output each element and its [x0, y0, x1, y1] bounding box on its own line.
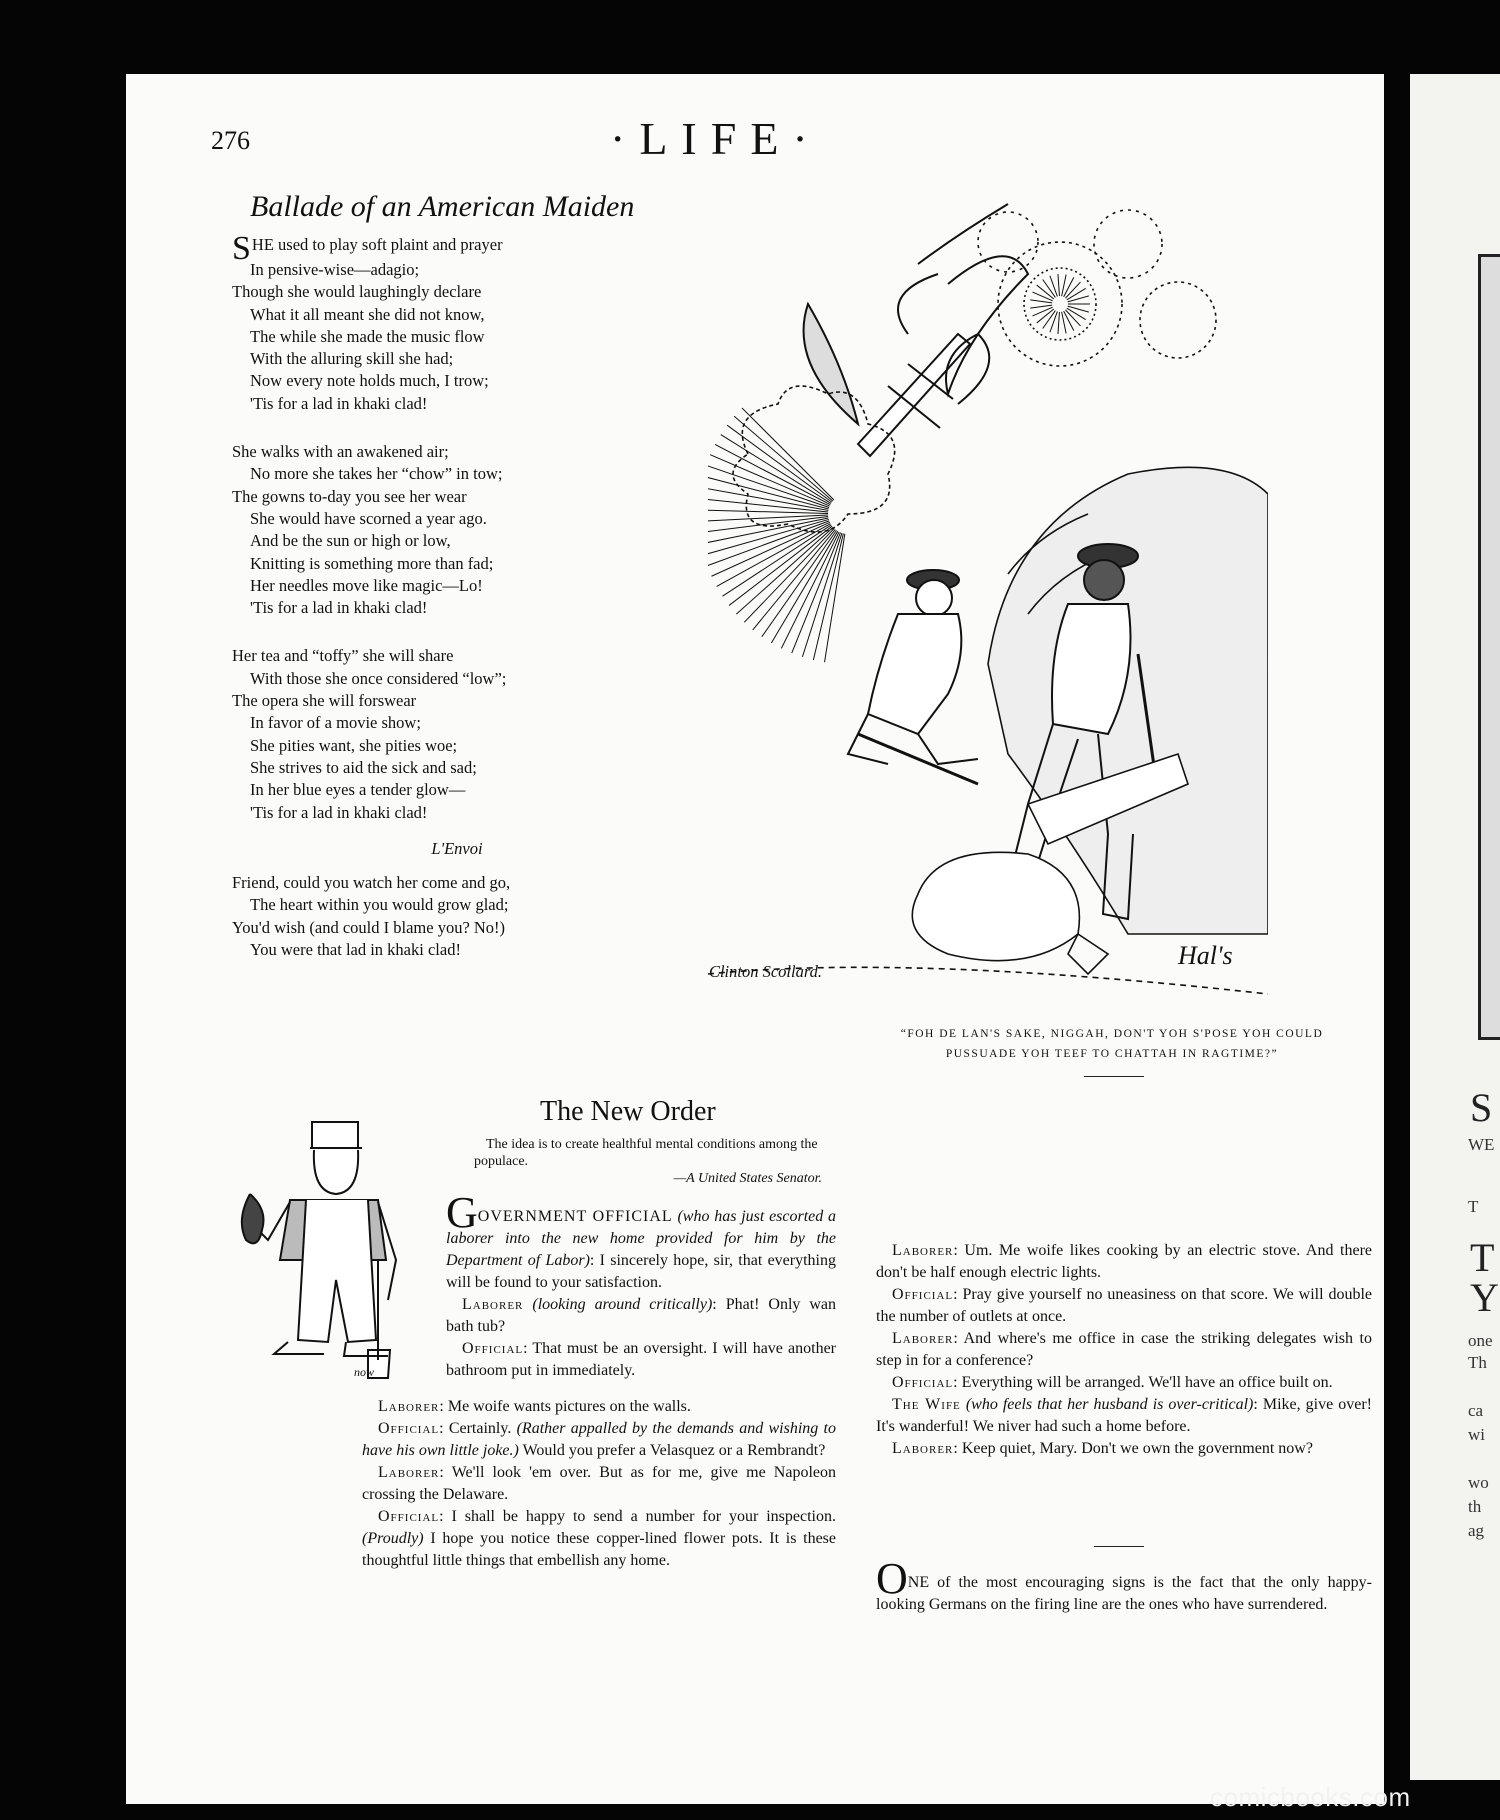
- article-paragraph: Official: Certainly. (Rather appalled by the demands and wishing to have his own little joke.) Would you prefer a Velasquez or a Rembrandt?: [362, 1420, 837, 1459]
- poem-line: SHE used to play soft plaint and prayer: [232, 230, 503, 267]
- ray-line: [744, 528, 834, 622]
- article-column-right: [876, 1240, 1372, 1460]
- ray-line: [721, 435, 831, 504]
- ray-line: [1032, 292, 1052, 301]
- ray-line: [708, 476, 829, 509]
- adjacent-page: [1410, 74, 1500, 1780]
- caption-line: PUSSUADE YOH TEEF TO CHATTAH IN RAGTIME?”: [945, 1048, 1279, 1060]
- article-paragraph: GOVERNMENT OFFICIAL (who has just escorted a laborer into the new home provided for him by the Department of Labor): I sincerely hope, sir, that everything will be found to your satisfaction.: [446, 1188, 837, 1291]
- article-paragraph: Official: That must be an oversight. I will have another bathroom put in immediately.: [446, 1340, 836, 1379]
- adjacent-fragment: WE: [1468, 1135, 1495, 1154]
- adjacent-fragment: ag: [1468, 1521, 1485, 1540]
- ray-line: [1050, 276, 1057, 297]
- trench-cartoon-illustration: [708, 194, 1268, 1010]
- poem-line: Though she would laughingly declare: [232, 282, 482, 302]
- adjacent-fragment: Th: [1468, 1353, 1487, 1372]
- figure-signature: now: [354, 1365, 375, 1379]
- adjacent-fragment: th: [1468, 1497, 1482, 1516]
- poem-line: The opera she will forswear: [232, 691, 417, 711]
- ray-line: [710, 455, 829, 506]
- cartoon-caption: [852, 1024, 1372, 1064]
- poem-line: She would have scorned a year ago.: [250, 508, 487, 528]
- divider-rule: [1084, 1076, 1144, 1077]
- epigraph: [474, 1136, 834, 1187]
- masthead: ·LIFE·: [610, 113, 822, 164]
- ray-line: [1030, 305, 1052, 308]
- article-paragraph: Official: I shall be happy to send a number for your inspection. (Proudly) I hope you notice these copper-lined flower pots. It is these thoughtful little things that embellish any home.: [362, 1508, 836, 1569]
- ray-line: [736, 527, 833, 614]
- article-paragraph: The Wife (who feels that her husband is over-critical): Mike, give over! It's wanderful! We niver had such a home before.: [876, 1396, 1372, 1435]
- poem-line: Friend, could you watch her come and go,: [232, 873, 511, 893]
- sandbag: [912, 852, 1079, 960]
- poem-line: She pities want, she pities woe;: [250, 735, 458, 755]
- poem-line: 'Tis for a lad in khaki clad!: [250, 802, 428, 822]
- poem-line: You were that lad in khaki clad!: [250, 940, 461, 960]
- ray-line: [1068, 306, 1089, 312]
- falling-airplane: [804, 204, 1028, 456]
- poem-line: In favor of a movie show;: [250, 713, 421, 733]
- adjacent-page-picture: [1478, 254, 1500, 1040]
- adjacent-fragment: wo: [1468, 1473, 1489, 1492]
- ray-line: [708, 519, 829, 554]
- drop-cap: S: [232, 230, 251, 267]
- closing-paragraph: ONE of the most encouraging signs is the fact that the only happy-looking Germans on the firing line are the ones who have surrendered.: [876, 1554, 1372, 1613]
- poem-author: Clinton Scollard.: [708, 962, 822, 982]
- poem-line: She strives to aid the sick and sad;: [250, 757, 477, 777]
- article-paragraph: Laborer: Me woife wants pictures on the walls.: [378, 1398, 691, 1415]
- ray-line: [1030, 300, 1052, 303]
- poem-line: The while she made the music flow: [250, 326, 485, 346]
- envoi-title: L'Envoi: [431, 838, 483, 858]
- ray-line: [792, 533, 841, 654]
- poem-line: 'Tis for a lad in khaki clad!: [250, 393, 428, 413]
- poem-line: With the alluring skill she had;: [250, 349, 454, 369]
- artist-signature: Hal's: [1178, 941, 1233, 970]
- article-paragraph: Official: Pray give yourself no uneasiness on that score. We will double the number of outlets at once.: [876, 1286, 1372, 1325]
- ray-line: [712, 522, 830, 576]
- poem-line: No more she takes her “chow” in tow;: [250, 464, 503, 484]
- ray-line: [1068, 296, 1089, 302]
- poem-line: Knitting is something more than fad;: [250, 553, 494, 573]
- article-paragraph: Laborer (looking around critically): Phat! Only wan bath tub?: [446, 1296, 837, 1335]
- article-paragraph: Laborer: Keep quiet, Mary. Don't we own the government now?: [892, 1440, 1313, 1457]
- poem-line: In her blue eyes a tender glow—: [250, 780, 466, 800]
- laborer-illustration: [228, 1110, 446, 1380]
- ray-line: [1050, 312, 1057, 333]
- adjacent-big-letter: Y: [1470, 1275, 1499, 1320]
- poem-line: You'd wish (and could I blame you? No!): [232, 917, 506, 937]
- ray-line: [1058, 274, 1060, 296]
- ray-line: [1032, 307, 1052, 316]
- article-title: The New Order: [540, 1096, 716, 1127]
- article-paragraph: Laborer: We'll look 'em over. But as for me, give me Napoleon crossing the Delaware.: [362, 1464, 836, 1503]
- page-number: 276: [211, 126, 250, 155]
- poem-line: Her tea and “toffy” she will share: [232, 646, 454, 666]
- caption-line: “FOH DE LAN'S SAKE, NIGGAH, DON'T YOH S'POSE YOH COULD: [900, 1028, 1324, 1040]
- adjacent-fragment: ca: [1468, 1401, 1484, 1420]
- article-column-left: [446, 1188, 837, 1382]
- poem-line: In pensive-wise—adagio;: [250, 260, 420, 279]
- adjacent-fragment: T: [1468, 1197, 1479, 1216]
- ray-line: [717, 524, 831, 587]
- article-paragraph: Laborer: And where's me office in case the striking delegates wish to step in for a conference?: [876, 1330, 1372, 1369]
- poem-line: The heart within you would grow glad;: [250, 895, 509, 915]
- poem-line: Her needles move like magic—Lo!: [250, 575, 483, 595]
- ray-line: [1058, 312, 1060, 334]
- watermark: comicbooks.com: [1210, 1782, 1411, 1812]
- poem-line: She walks with an awakened air;: [232, 442, 449, 462]
- crouching-soldier: [848, 570, 978, 784]
- explosion-rays: [708, 408, 845, 662]
- article-paragraph: Laborer: Um. Me woife likes cooking by an electric stove. And there don't be half enough electric lights.: [876, 1242, 1372, 1281]
- adjacent-big-letter: T: [1470, 1235, 1495, 1280]
- ray-line: [742, 408, 834, 500]
- poem-line: With those she once considered “low”;: [250, 668, 507, 688]
- epigraph-text: The idea is to create healthful mental conditions among the populace.: [474, 1137, 818, 1169]
- poem-line: 'Tis for a lad in khaki clad!: [250, 598, 428, 618]
- article-column-left-lower: [362, 1396, 836, 1572]
- burst-rays: [1030, 274, 1090, 334]
- poem-line: The gowns to-day you see her wear: [232, 486, 467, 506]
- poem-title: Ballade of an American Maiden: [250, 190, 635, 223]
- poem-line: What it all meant she did not know,: [250, 304, 485, 324]
- epigraph-attribution: —A United States Senator.: [673, 1171, 822, 1186]
- adjacent-fragment: wi: [1468, 1425, 1485, 1444]
- divider-rule: [1094, 1546, 1144, 1547]
- poem-line: And be the sun or high or low,: [250, 531, 451, 551]
- article-paragraph: Official: Everything will be arranged. We'll have an office built on.: [892, 1374, 1333, 1391]
- ray-line: [708, 515, 828, 521]
- poem-line: Now every note holds much, I trow;: [250, 371, 489, 391]
- adjacent-big-letter: S: [1470, 1085, 1493, 1130]
- adjacent-fragment: one: [1468, 1331, 1493, 1350]
